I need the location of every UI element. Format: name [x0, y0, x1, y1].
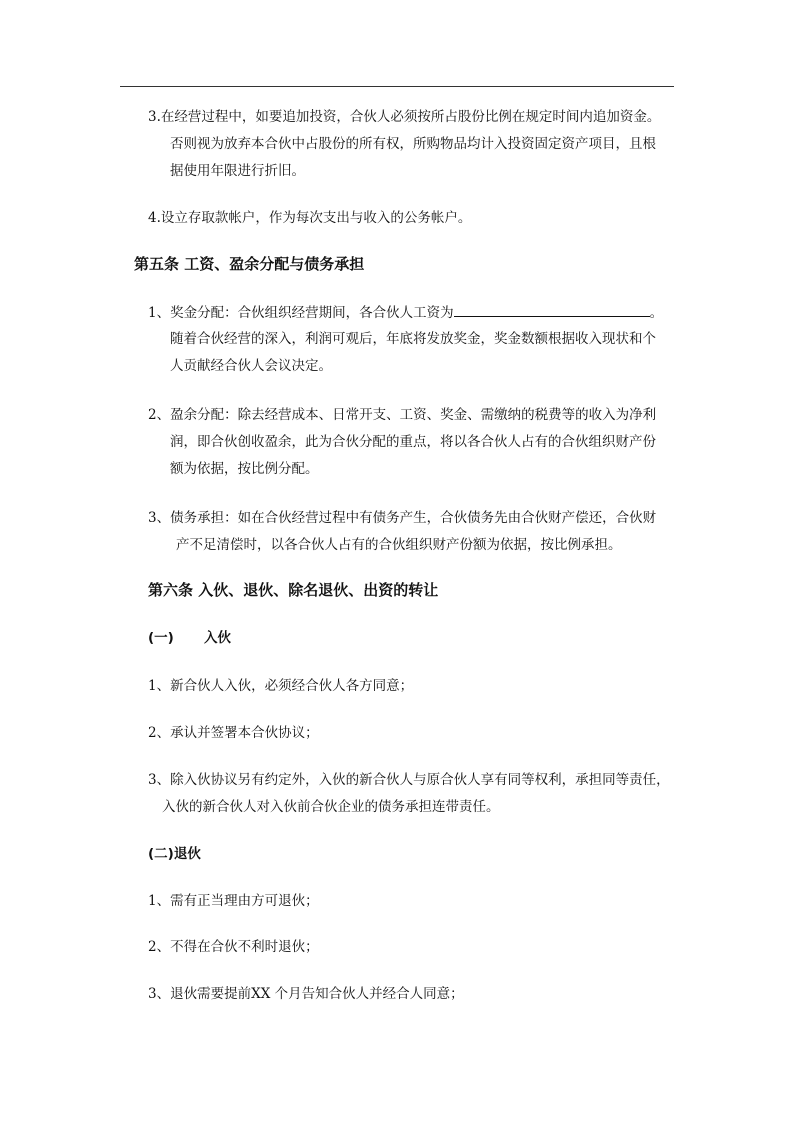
section1-title: 入伙	[204, 630, 231, 646]
clause5-heading: 第五条 工资、盈余分配与债务承担	[134, 255, 365, 273]
clause5-item2-line3: 额为依据，按比例分配。	[170, 461, 319, 477]
section2-item2: 2、不得在合伙不利时退伙；	[148, 939, 319, 955]
clause5-item1-line1	[148, 303, 663, 322]
section1-item3-line2: 入伙的新合伙人对入伙前合伙企业的债务承担连带责任。	[162, 799, 500, 815]
clause4-item3-line1: 3.在经营过程中，如要追加投资，合伙人必须按所占股份比例在规定时间内追加资金。	[148, 109, 661, 125]
clause6-heading: 第六条 入伙、退伙、除名退伙、出资的转让	[148, 581, 439, 599]
clause4-item3-line2: 否则视为放弃本合伙中占股份的所有权，所购物品均计入投资固定资产项目，且根	[170, 136, 656, 152]
clause5-item2-line2: 润，即合伙创收盈余，此为合伙分配的重点，将以各合伙人占有的合伙组织财产份	[170, 434, 656, 450]
clause5-item3-line1: 3、债务承担：如在合伙经营过程中有债务产生，合伙债务先由合伙财产偿还，合伙财	[148, 510, 657, 526]
section1-item1: 1、新合伙人入伙，必须经合伙人各方同意；	[148, 678, 414, 694]
section1-number: (一)	[148, 630, 174, 646]
section1-heading	[148, 629, 231, 647]
clause4-item4-line1: 4.设立存取款帐户，作为每次支出与收入的公务帐户。	[148, 210, 472, 226]
clause4-item3-line3: 据使用年限进行折旧。	[170, 163, 305, 179]
section1-item2: 2、承认并签署本合伙协议；	[148, 725, 319, 741]
clause5-item1-text: 1、奖金分配：合伙组织经营期间，各合伙人工资为	[148, 305, 454, 321]
section2-item1: 1、需有正当理由方可退伙；	[148, 893, 319, 909]
section1-item3-line1: 3、除入伙协议另有约定外，入伙的新合伙人与原合伙人享有同等权利，承担同等责任，	[148, 772, 670, 788]
section2-item3: 3、退伙需要提前XX 个月告知合伙人并经合人同意；	[148, 986, 464, 1002]
clause5-item2-line1: 2、盈余分配：除去经营成本、日常开支、工资、奖金、需缴纳的税费等的收入为净利	[148, 407, 657, 423]
header-rule	[120, 86, 674, 87]
clause5-item1-line3: 人贡献经合伙人会议决定。	[170, 358, 332, 374]
salary-blank-field[interactable]	[454, 303, 650, 317]
clause5-item3-line2: 产不足清偿时，以各合伙人占有的合伙组织财产份额为依据，按比例承担。	[176, 537, 622, 553]
section2-heading: (二)退伙	[148, 846, 201, 862]
clause5-item1-line2: 随着合伙经营的深入，利润可观后，年底将发放奖金，奖金数额根据收入现状和个	[170, 331, 656, 347]
clause5-item1-period: 。	[649, 305, 664, 321]
